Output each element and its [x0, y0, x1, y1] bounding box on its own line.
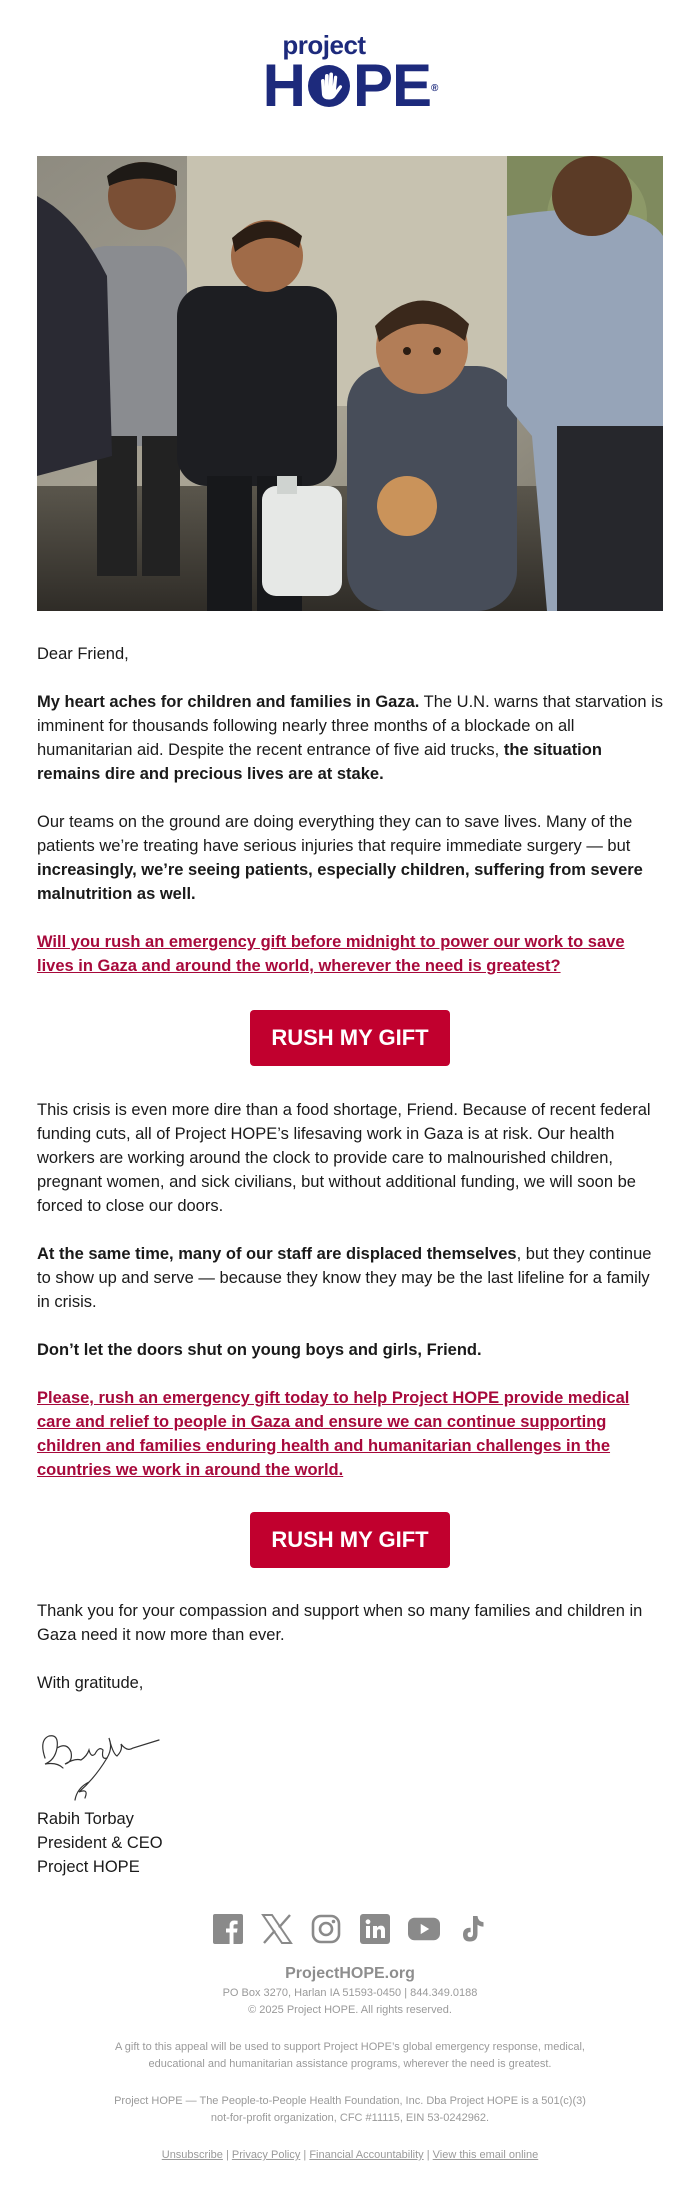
closing: With gratitude, — [37, 1674, 144, 1692]
rush-gift-button-2[interactable]: RUSH MY GIFT — [250, 1512, 450, 1568]
footer — [0, 1963, 700, 2164]
footer-copyright: © 2025 Project HOPE. All rights reserved. — [248, 2004, 452, 2016]
tiktok-icon[interactable] — [457, 1913, 489, 1945]
facebook-icon[interactable] — [212, 1913, 244, 1945]
appeal-link-1[interactable]: Will you rush an emergency gift before midnight to power our work to save lives in Gaza and around the world, wherever the need is greatest? — [37, 933, 625, 975]
p1-text: The U.N. warns that starvation is imminent for thousands following nearly three months of a blockade on all humanitarian aid. Despite the recent entrance of five aid trucks, — [37, 693, 663, 759]
footer-address: PO Box 3270, Harlan IA 51593-0450 | 844.349.0188 — [222, 1987, 478, 1999]
paragraph-5: Don’t let the doors shut on young boys and girls, Friend. — [37, 1341, 482, 1359]
legal-line-1: Project HOPE — The People-to-People Health Foundation, Inc. Dba Project HOPE is a 501(c)(3) — [114, 2095, 586, 2107]
registered-mark: ® — [431, 83, 438, 94]
x-icon[interactable] — [261, 1913, 293, 1945]
hand-in-o-icon — [306, 63, 352, 109]
signer-org: Project HOPE — [37, 1858, 140, 1876]
p2-bold: increasingly, we’re seeing patients, especially children, suffering from severe malnutrition as well. — [37, 861, 643, 903]
p2-text: Our teams on the ground are doing everything they can to save lives. Many of the patients we’re treating have serious injuries that require immediate surgery — but — [37, 813, 633, 855]
paragraph-2 — [37, 810, 663, 906]
paragraph-1 — [37, 690, 663, 786]
footer-site-link[interactable]: ProjectHOPE.org — [285, 1965, 415, 1982]
unsubscribe-link[interactable]: Unsubscribe — [161, 2149, 223, 2161]
link-separator: | — [300, 2149, 310, 2161]
appeal-link-2[interactable]: Please, rush an emergency gift today to help Project HOPE provide medical care and relief to people in Gaza and ensure we can continue supporting children and families enduring health and humanitarian challenges in the countries we work in around the world. — [37, 1389, 630, 1479]
p1-bold-lead: My heart aches for children and families in Gaza. — [37, 693, 420, 711]
logo-project-word: project — [282, 30, 366, 60]
linkedin-icon[interactable] — [359, 1913, 391, 1945]
project-hope-logo[interactable] — [0, 30, 700, 119]
signer-title: President & CEO — [37, 1834, 163, 1852]
footer-legal — [0, 2093, 700, 2127]
social-links — [0, 1913, 700, 1945]
logo-hope-word — [262, 52, 438, 119]
rush-gift-button-1[interactable]: RUSH MY GIFT — [250, 1010, 450, 1066]
logo-letters-pe: PE — [352, 52, 431, 119]
p4-bold: At the same time, many of our staff are displaced themselves — [37, 1245, 517, 1263]
disclaimer-line-1: A gift to this appeal will be used to support Project HOPE’s global emergency response, medical, — [115, 2041, 585, 2053]
link-separator: | — [222, 2149, 232, 2161]
youtube-icon[interactable] — [408, 1913, 440, 1945]
paragraph-3: This crisis is even more dire than a food shortage, Friend. Because of recent federal funding cuts, all of Project HOPE’s lifesaving work in Gaza is at risk. Our health workers are working around the clock to provide care to malnourished children, pregnant women, and sick civilians, but without additional funding, we will soon be forced to close our doors. — [37, 1101, 651, 1215]
link-separator: | — [423, 2149, 433, 2161]
logo-letter-h: H — [262, 52, 305, 119]
p4-text: , but they continue to show up and serve — because they know they may be the last lifeline for a family in crisis. — [37, 1245, 652, 1311]
privacy-policy-link[interactable]: Privacy Policy — [231, 2149, 301, 2161]
letter-body — [37, 642, 663, 1695]
signature-image — [37, 1718, 167, 1808]
legal-line-2: not-for-profit organization, CFC #11115, EIN 53-0242962. — [210, 2112, 490, 2124]
view-online-link[interactable]: View this email online — [432, 2149, 539, 2161]
footer-disclaimer — [0, 2039, 700, 2073]
signer-name: Rabih Torbay — [37, 1810, 134, 1828]
greeting: Dear Friend, — [37, 645, 129, 663]
p1-bold-close: the situation remains dire and precious lives are at stake. — [37, 741, 602, 783]
signature-block — [37, 1807, 163, 1879]
paragraph-6: Thank you for your compassion and support when so many families and children in Gaza need it now more than ever. — [37, 1602, 643, 1644]
financial-accountability-link[interactable]: Financial Accountability — [309, 2149, 424, 2161]
disclaimer-line-2: educational and humanitarian assistance programs, wherever the need is greatest. — [148, 2058, 552, 2070]
instagram-icon[interactable] — [310, 1913, 342, 1945]
paragraph-4 — [37, 1242, 663, 1314]
hero-photo — [37, 156, 663, 611]
footer-links — [0, 2147, 700, 2164]
